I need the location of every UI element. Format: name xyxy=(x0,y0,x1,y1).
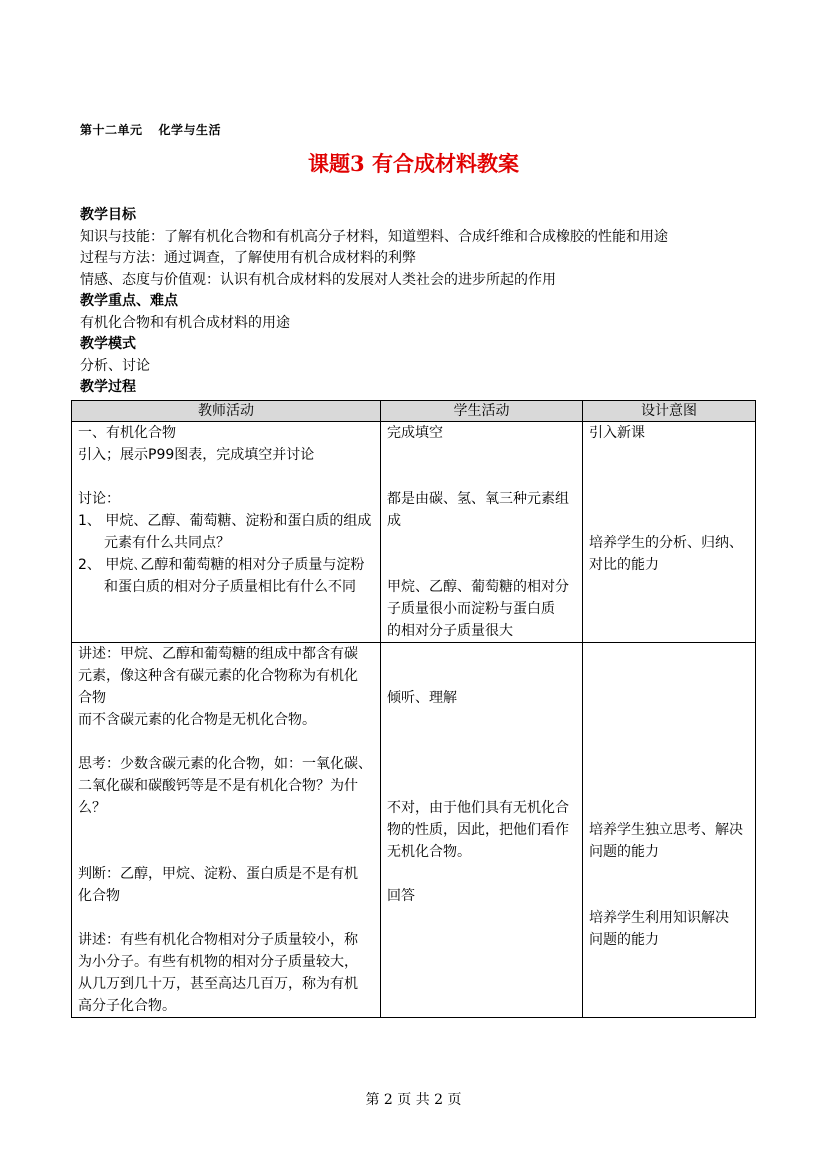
cell-line: 思考：少数含碳元素的化合物，如：一氧化碳、 xyxy=(78,756,372,772)
goal-process: 过程与方法：通过调查，了解使用有机合成材料的利弊 xyxy=(80,250,416,266)
cell-line: 的相对分子质量很大 xyxy=(387,623,513,639)
cell-line: 问题的能力 xyxy=(589,844,659,860)
cell-line: 不对，由于他们具有无机化合 xyxy=(387,800,569,816)
document-title: 课题3 有合成材料教案 xyxy=(308,151,519,176)
unit-header xyxy=(80,121,221,138)
focus-heading: 教学重点、难点 xyxy=(80,293,178,309)
cell-line: 为小分子。有些有机物的相对分子质量较大， xyxy=(78,954,358,970)
teacher-cell xyxy=(72,643,381,1018)
cell-line: 一、有机化合物 xyxy=(78,425,176,441)
cell-line: 讨论： xyxy=(78,491,120,507)
unit-label: 第十二单元 xyxy=(80,123,143,137)
goal-emotion: 情感、态度与价值观：认识有机合成材料的发展对人类社会的进步所起的作用 xyxy=(80,271,556,288)
cell-line: 判断：乙醇，甲烷、淀粉、蛋白质是不是有机 xyxy=(78,866,358,882)
cell-line: 培养学生独立思考、解决 xyxy=(589,822,743,838)
cell-line: 完成填空 xyxy=(387,425,443,441)
intent-cell xyxy=(583,422,756,643)
table-row xyxy=(72,422,756,643)
cell-line: 从几万到几十万，甚至高达几百万，称为有机 xyxy=(78,976,358,992)
header-teacher-activity: 教师活动 xyxy=(72,401,381,422)
student-cell xyxy=(381,643,583,1018)
lesson-sections xyxy=(80,205,760,399)
mode-text: 分析、讨论 xyxy=(80,357,150,374)
cell-line: 回答 xyxy=(387,888,415,904)
cell-line: 引入新课 xyxy=(589,425,645,441)
discussion-question-2: 2、 甲烷､乙醇和葡萄糖的相对分子质量与淀粉和蛋白质的相对分子质量相比有什么不同 xyxy=(78,557,365,595)
page-footer: 第 2 页 共 2 页 xyxy=(365,1092,462,1108)
cell-line: 子质量很小而淀粉与蛋白质 xyxy=(387,601,555,617)
cell-line: 高分子化合物。 xyxy=(78,998,176,1014)
cell-line: 问题的能力 xyxy=(589,932,659,948)
cell-line: 都是由碳、氢、氧三种元素组 xyxy=(387,491,569,507)
cell-line: 而不含碳元素的化合物是无机化合物。 xyxy=(78,712,316,728)
table-row xyxy=(72,643,756,1018)
teaching-process-table xyxy=(71,400,756,1018)
cell-line: 无机化合物。 xyxy=(387,844,471,860)
cell-line: 物的性质，因此，把他们看作 xyxy=(387,822,569,838)
focus-text: 有机化合物和有机合成材料的用途 xyxy=(80,314,290,331)
goals-heading: 教学目标 xyxy=(80,207,136,223)
cell-line: 化合物 xyxy=(78,888,120,904)
cell-line: 引入；展示P99图表，完成填空并讨论 xyxy=(78,447,315,463)
goal-knowledge: 知识与技能：了解有机化合物和有机高分子材料，知道塑料、合成纤维和合成橡胶的性能和用途 xyxy=(80,228,668,245)
cell-line: 元素，像这种含有碳元素的化合物称为有机化 xyxy=(78,668,358,684)
cell-line: 合物 xyxy=(78,690,106,706)
cell-line: 讲述：有些有机化合物相对分子质量较小，称 xyxy=(78,932,358,948)
discussion-question-1: 1、 甲烷、乙醇、葡萄糖、淀粉和蛋白质的组成元素有什么共同点？ xyxy=(78,513,372,551)
header-student-activity: 学生活动 xyxy=(381,401,583,422)
header-design-intent: 设计意图 xyxy=(583,401,756,422)
cell-line: 成 xyxy=(387,513,401,529)
cell-line: 培养学生利用知识解决 xyxy=(589,910,729,926)
cell-line: 倾听、理解 xyxy=(387,690,457,706)
intent-cell xyxy=(583,643,756,1018)
student-cell xyxy=(381,422,583,643)
mode-heading: 教学模式 xyxy=(80,336,136,352)
teacher-cell xyxy=(72,422,381,643)
cell-line: 讲述：甲烷、乙醇和葡萄糖的组成中都含有碳 xyxy=(78,646,358,662)
cell-line: 么？ xyxy=(78,800,106,816)
cell-line: 二氧化碳和碳酸钙等是不是有机化合物？为什 xyxy=(78,778,358,794)
process-heading: 教学过程 xyxy=(80,379,136,395)
cell-line: 对比的能力 xyxy=(589,557,659,573)
cell-line: 培养学生的分析、归纳、 xyxy=(589,535,743,551)
table-header-row xyxy=(72,401,756,422)
cell-line: 甲烷、乙醇、葡萄糖的相对分 xyxy=(387,579,569,595)
unit-topic: 化学与生活 xyxy=(158,123,222,137)
